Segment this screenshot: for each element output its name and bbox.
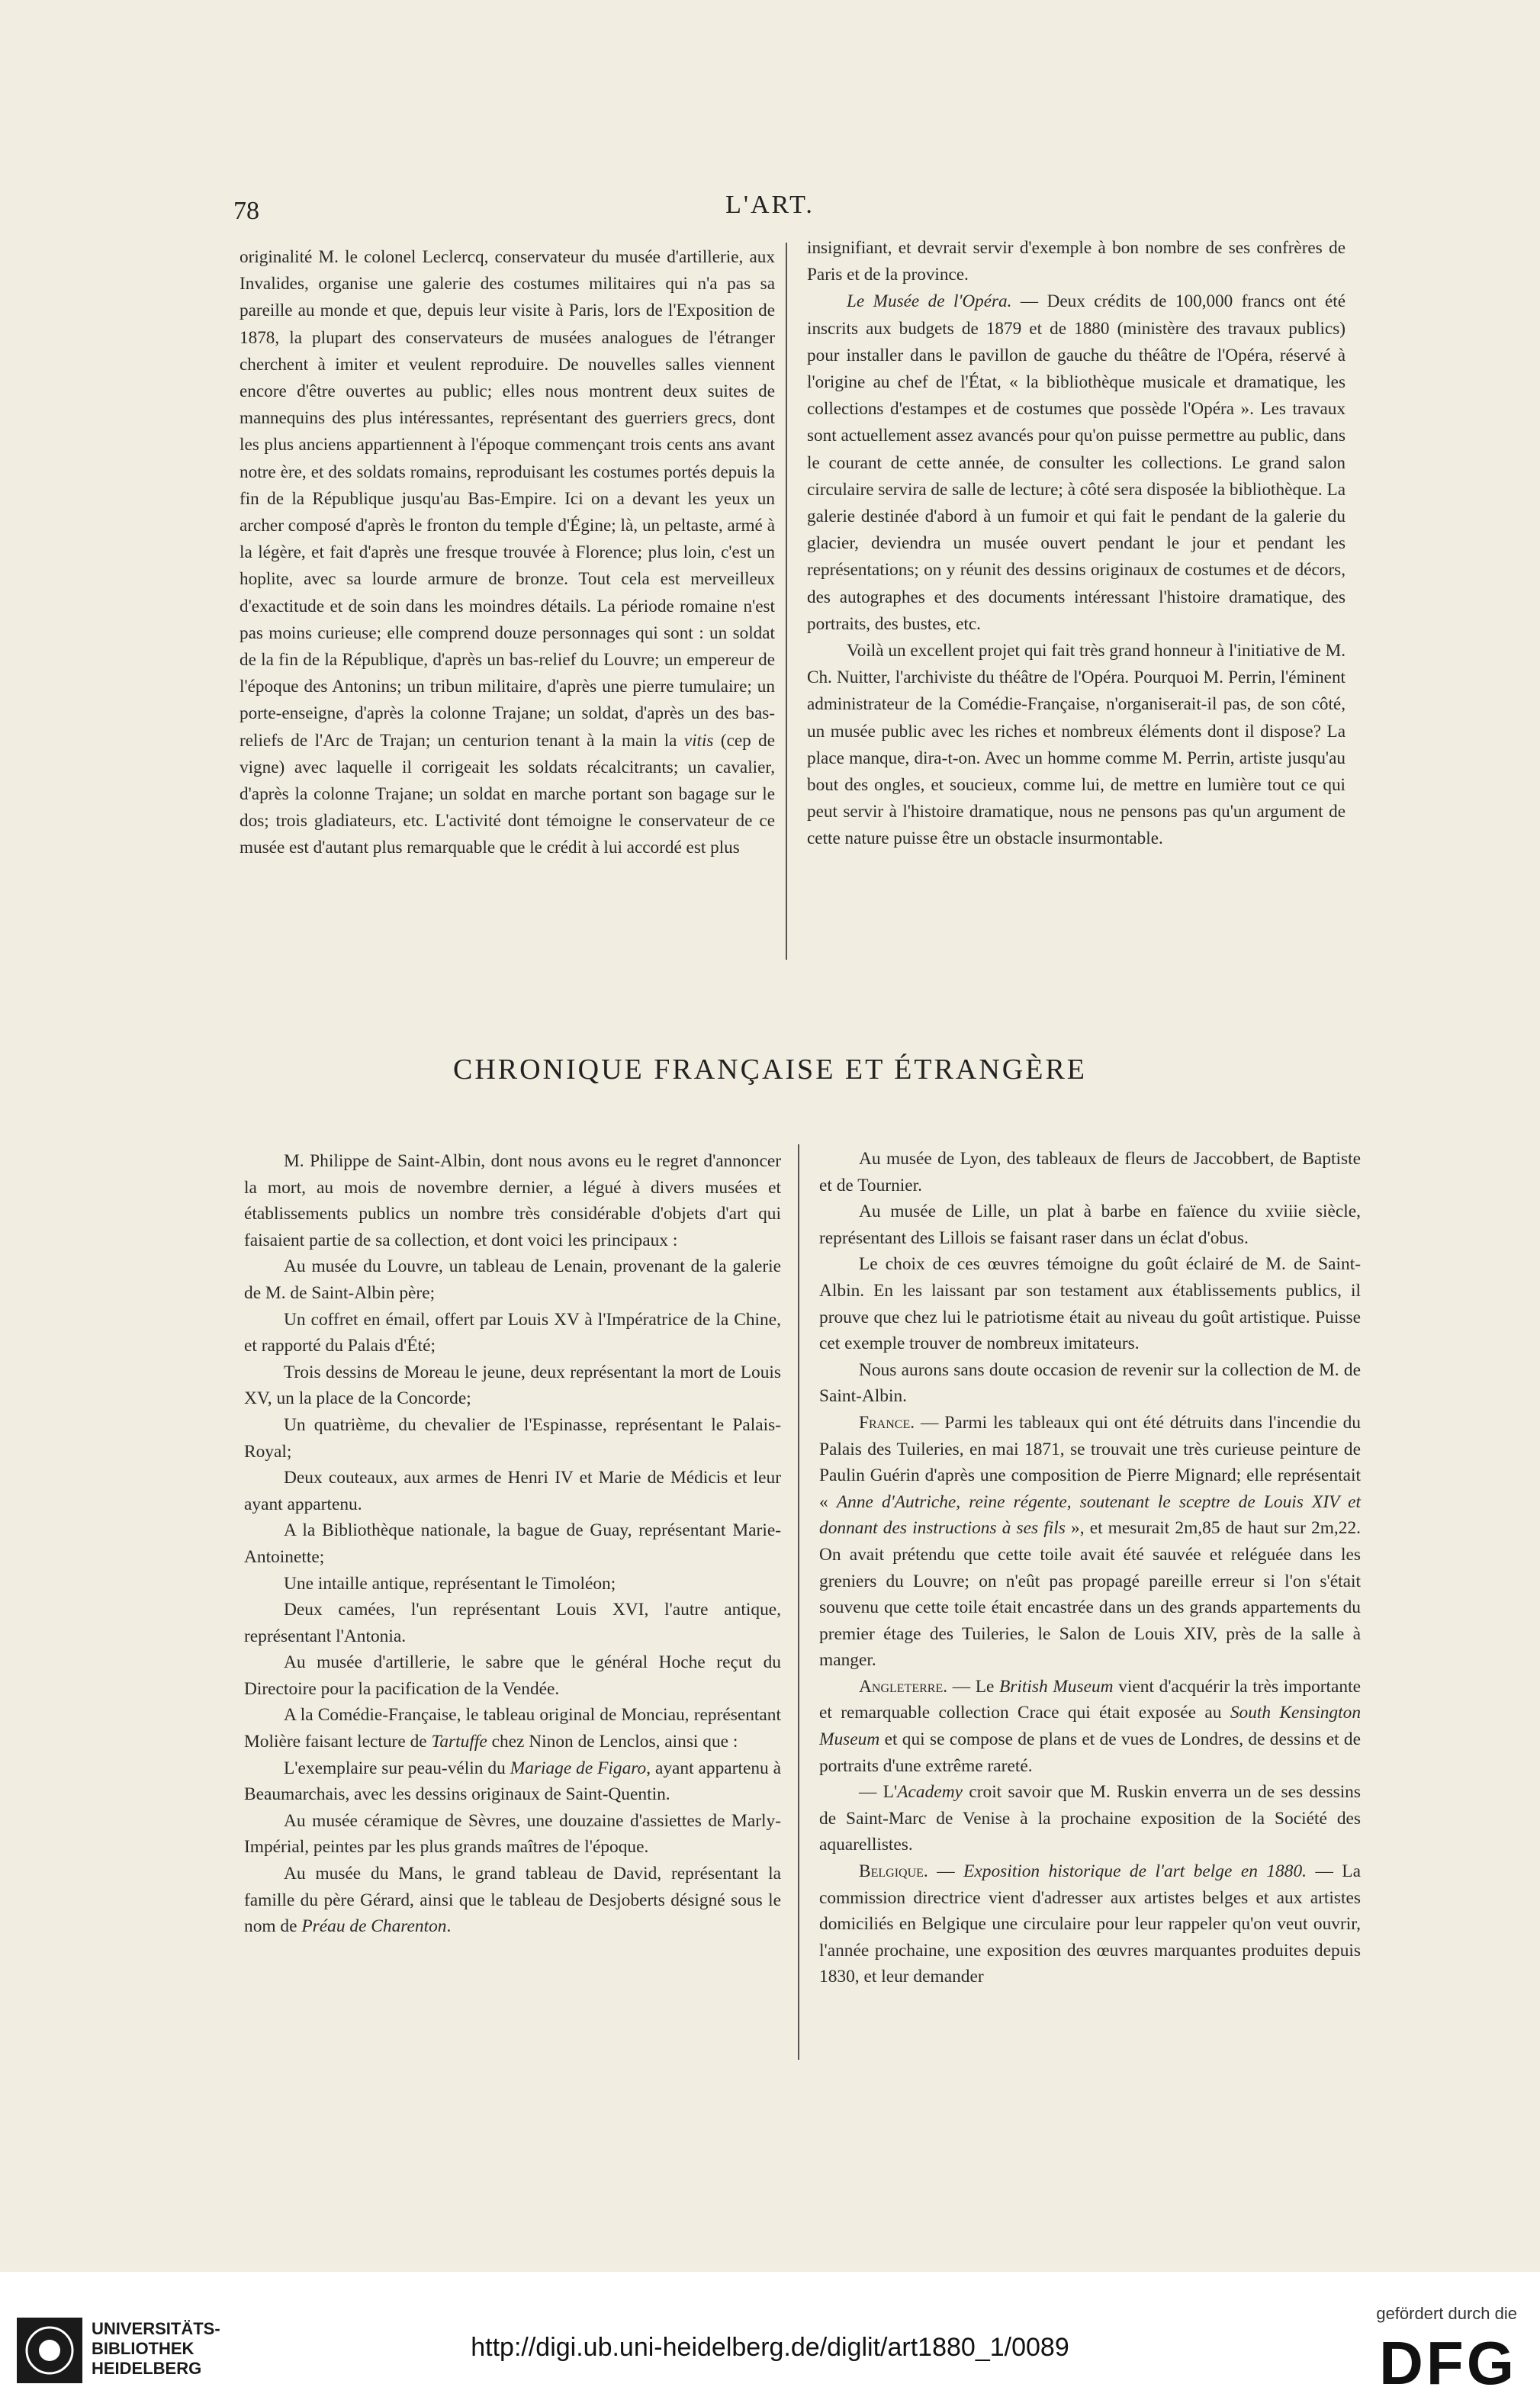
- paragraph: France. — Parmi les tableaux qui ont été détruits dans l'incendie du Palais des Tuileries, en mai 1871, se trouvait une très curieuse peinture de Paulin Guérin d'après une composition de Pierre Mignard; elle représentait « Anne d'Autriche, reine régente, soutenant le sceptre de Louis XIV et donnant des instructions à ses fils », et mesurait 2m,85 de haut sur 2m,22. On avait prétendu que cette toile avait été sauvée et reléguée dans les greniers du Louvre; on n'eût pas propagé pareille erreur si l'on s'était souvenu que cette toile était encastrée dans un des grands appartements du premier étage des Tuileries, le Salon de Louis XIV, près de la salle à manger.: [819, 1412, 1361, 1671]
- paragraph: Le Musée de l'Opéra. — Deux crédits de 100,000 francs ont été inscrits aux budgets de 1879 et de 1880 (ministère des travaux publics) pour installer dans le pavillon de gauche du théâtre de l'Opéra, réservé à l'origine au chef de l'État, « la bibliothèque musicale et dramatique, les collections d'estampes et de costumes que possède l'Opéra ». Les travaux sont actuellement assez avancés pour qu'on puisse permettre au public, dans le courant de cette année, de consulter les collections. Le grand salon circulaire servira de salle de lecture; à côté sera disposée la bibliothèque. La galerie destinée d'abord à un fumoir et qui fait le pendant de la galerie du glacier, deviendra un musée ouvert pendant le jour et pendant les représentations; on y réunit des dessins originaux de costumes et de décors, des autographes et des documents intéressant l'histoire dramatique, des portraits, des bustes, etc.: [807, 291, 1345, 634]
- paragraph: Voilà un excellent projet qui fait très grand honneur à l'initiative de M. Ch. Nuitter, l'archiviste du théâtre de l'Opéra. Pourquoi M. Perrin, l'éminent administrateur de la Comédie-Française, n'organiserait-il pas, de son côté, un musée public avec les riches et nombreux éléments dont il dispose? La place manque, dira-t-on. Avec un homme comme M. Perrin, artiste jusqu'au bout des ongles, et soucieux, comme lui, de mettre en lumière tout ce qui peut servir à l'histoire dramatique, nous ne pensons pas qu'un argument de cette nature puisse être un obstacle insurmontable.: [807, 641, 1345, 849]
- dfg-logo: DFG: [1379, 2329, 1517, 2397]
- permalink[interactable]: http://digi.ub.uni-heidelberg.de/diglit/art1880_1/0089: [471, 2333, 1069, 2362]
- column-rule: [786, 243, 787, 960]
- paragraph: Un coffret en émail, offert par Louis XV à l'Impératrice de la Chine, et rapporté du Palais d'Été;: [244, 1309, 781, 1356]
- page-number: 78: [233, 197, 259, 225]
- paragraph: insignifiant, et devrait servir d'exemple à bon nombre de ses confrères de Paris et de la province.: [807, 238, 1345, 285]
- running-head: L'ART.: [725, 191, 815, 219]
- institution-name: UNIVERSITÄTS- BIBLIOTHEK HEIDELBERG: [92, 2319, 220, 2378]
- paragraph: L'exemplaire sur peau-vélin du Mariage de Figaro, ayant appartenu à Beaumarchais, avec les dessins originaux de Saint-Quentin.: [244, 1758, 782, 1805]
- paragraph: originalité M. le colonel Leclercq, conservateur du musée d'artillerie, aux Invalides, organise une galerie des costumes militaires qui n'a pas sa pareille au monde et que, depuis leur visite à Paris, lors de l'Exposition de 1878, la plupart des conservateurs de musées analogues de l'étranger cherchent à imiter et veulent reproduire. De nouvelles salles viennent encore d'être ouvertes au public; elles nous montrent deux suites de mannequins des plus intéressantes, représentant des guerriers grecs, dont les plus anciens appartiennent à l'époque commençant trois cents ans avant notre ère, et des soldats romains, reproduisant les costumes portés depuis la fin de la République jusqu'au Bas-Empire. Ici on a devant les yeux un archer composé d'après le fronton du temple d'Égine; là, un peltaste, armé à la légère, et fait d'après une fresque trouvée à Florence; plus loin, c'est un hoplite, avec sa lourde armure de bronze. Tout cela est merveilleux d'exactitude et de soin dans les moindres détails. La période romaine n'est pas moins curieuse; elle comprend douze personnages qui sont : un soldat de la fin de la République, d'après un bas-relief du Louvre; un empereur de l'époque des Antonins; un tribun militaire, d'après une pierre tumulaire; un porte-enseigne, d'après la colonne Trajane; un soldat, d'après un des bas-reliefs de l'Arc de Trajan; un centurion tenant à la main la vitis (cep de vigne) avec laquelle il corrigeait les soldats récalcitrants; un cavalier, d'après la colonne Trajane; un soldat en marche portant son bagage sur le dos; trois gladiateurs, etc. L'activité dont témoigne le conservateur de ce musée est d'autant plus remarquable que le crédit à lui accordé est plus: [240, 247, 775, 858]
- column-rule: [798, 1144, 799, 2060]
- paragraph: Deux couteaux, aux armes de Henri IV et Marie de Médicis et leur ayant appartenu.: [244, 1468, 781, 1514]
- paragraph: Nous aurons sans doute occasion de revenir sur la collection de M. de Saint-Albin.: [819, 1359, 1361, 1407]
- funded-by-label: gefördert durch die: [1376, 2304, 1517, 2323]
- paragraph: Un quatrième, du chevalier de l'Espinasse, représentant le Palais-Royal;: [244, 1414, 781, 1462]
- paragraph: Au musée céramique de Sèvres, une douzaine d'assiettes de Marly-Impérial, peintes par les plus grands maîtres de l'époque.: [244, 1810, 781, 1858]
- bottom-left-column: [244, 1148, 781, 1940]
- paragraph: Angleterre. — Le British Museum vient d'acquérir la très importante et remarquable collection Crace qui était exposée au South Kensington Museum et qui se compose de plans et de vues de Londres, de dessins et de portraits d'une extrême rareté.: [819, 1676, 1362, 1776]
- paragraph: Au musée de Lyon, des tableaux de fleurs de Jaccobbert, de Baptiste et de Tournier.: [819, 1149, 1361, 1195]
- paragraph: — L'Academy croit savoir que M. Ruskin enverra un de ses dessins de Saint-Marc de Venise à la prochaine exposition de la Société des aquarellistes.: [819, 1782, 1361, 1855]
- paragraph: Une intaille antique, représentant le Timoléon;: [284, 1573, 616, 1594]
- paragraph: Au musée du Mans, le grand tableau de David, représentant la famille du père Gérard, ainsi que le tableau de Desjoberts désigné sous le nom de Préau de Charenton.: [244, 1864, 781, 1937]
- bottom-right-column: [819, 1146, 1361, 1990]
- paragraph: M. Philippe de Saint-Albin, dont nous avons eu le regret d'annoncer la mort, au mois de novembre dernier, a légué à divers musées et établissements publics un nombre très considérable d'objets d'art qui faisaient partie de sa collection, et dont voici les principaux :: [244, 1151, 781, 1250]
- section-title: CHRONIQUE FRANÇAISE ET ÉTRANGÈRE: [452, 1054, 1088, 1086]
- paragraph: Au musée de Lille, un plat à barbe en faïence du xviiie siècle, représentant des Lillois se faisant raser dans un éclat d'obus.: [819, 1202, 1361, 1248]
- paragraph: Au musée du Louvre, un tableau de Lenain, provenant de la galerie de M. de Saint-Albin père;: [244, 1256, 781, 1303]
- paragraph: Au musée d'artillerie, le sabre que le général Hoche reçut du Directoire pour la pacification de la Vendée.: [244, 1652, 781, 1699]
- paragraph: Deux camées, l'un représentant Louis XVI, l'autre antique, représentant l'Antonia.: [244, 1600, 781, 1646]
- top-right-column: [807, 235, 1345, 853]
- paragraph: Le choix de ces œuvres témoigne du goût éclairé de M. de Saint-Albin. En les laissant par son testament aux établissements publics, il prouve que chez lui le patriotisme était au niveau du goût artistique. Puisse cet exemple trouver de nombreux imitateurs.: [819, 1254, 1361, 1354]
- paragraph: Trois dessins de Moreau le jeune, deux représentant la mort de Louis XV, un la place de la Concorde;: [244, 1362, 781, 1409]
- paragraph: Belgique. — Exposition historique de l'art belge en 1880. — La commission directrice vient d'adresser aux artistes belges et aux artistes domiciliés en Belgique une circulaire pour leur rappeler qu'on veut ouvrir, l'année prochaine, une exposition des œuvres marquantes produites depuis 1830, et leur demander: [819, 1861, 1361, 1987]
- paragraph: A la Comédie-Française, le tableau original de Monciau, représentant Molière faisant lecture de Tartuffe chez Ninon de Lenclos, ainsi que :: [244, 1705, 781, 1752]
- top-left-column: [240, 244, 775, 862]
- paragraph: A la Bibliothèque nationale, la bague de Guay, représentant Marie-Antoinette;: [244, 1520, 781, 1567]
